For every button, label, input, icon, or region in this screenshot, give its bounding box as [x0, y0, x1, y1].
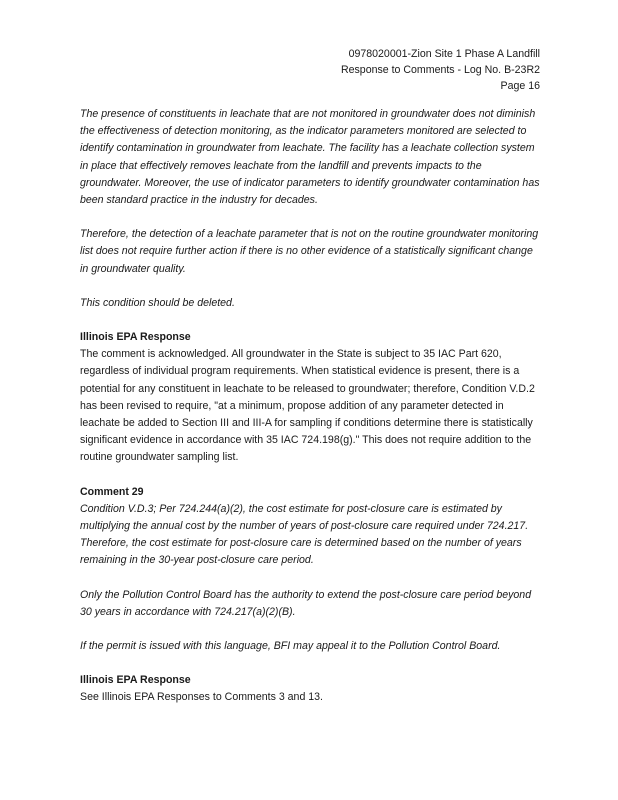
paragraph-pollution-control-board: Only the Pollution Control Board has the authority to extend the post-closure care period beyond 30 years in accordance with 724.217(a)(2)(B). — [80, 588, 532, 618]
paragraph-condition-deleted: This condition should be deleted. — [80, 296, 235, 309]
epa-response-section-2 — [80, 672, 542, 706]
page-header — [341, 46, 540, 94]
paragraph-detection-leachate-parameter: Therefore, the detection of a leachate parameter that is not on the routine groundwater monitoring list does not require further action if there is no other evidence of a statistically significant change in groundwater quality. — [80, 228, 539, 275]
header-page-number: Page 16 — [500, 80, 540, 92]
epa-response-heading-2: Illinois EPA Response — [80, 674, 191, 687]
paragraph-leachate-constituents: The presence of constituents in leachate that are not monitored in groundwater does not diminish the effectiveness of detection monitoring, as the indicator parameters monitored are selected to identify contamination in groundwater from leachate. The facility has a leachate collection system in place that effectively removes leachate from the landfill and prevents impacts to the groundwater. Moreover, the use of indicator parameters to identify groundwater contamination has been standard practice in the industry for decades. — [80, 108, 540, 207]
page-body — [80, 106, 542, 724]
comment-29-heading: Comment 29 — [80, 485, 144, 498]
epa-response-text-2: See Illinois EPA Responses to Comments 3 and 13. — [80, 691, 324, 704]
paragraph-bfi-appeal: If the permit is issued with this language, BFI may appeal it to the Pollution Control Board. — [80, 640, 501, 653]
epa-response-section-1 — [80, 329, 542, 467]
header-site-line: 0978020001-Zion Site 1 Phase A Landfill — [348, 48, 540, 60]
comment-29-text: Condition V.D.3; Per 724.244(a)(2), the cost estimate for post-closure care is estimated by multiplying the annual cost by the number of years of post-closure care required under 724.217. Therefore, the cost estimate for post-closure care is determined based on the number of years remaining in the 30-year post-closure care period. — [80, 502, 529, 567]
epa-response-heading-1: Illinois EPA Response — [80, 331, 191, 344]
header-log-line: Response to Comments - Log No. B-23R2 — [340, 64, 540, 76]
comment-29-section — [80, 484, 542, 570]
epa-response-text-1: The comment is acknowledged. All groundwater in the State is subject to 35 IAC Part 620, regardless of individual program requirements. When statistical evidence is present, there is a potential for any constituent in leachate to be released to groundwater; therefore, Condition V.D.2 has been revised to require, "at a minimum, propose addition of any parameter detected in leachate be added to Section III and III-A for sampling if conditions determine there is statistically significant evidence in accordance with 35 IAC 724.198(g)." This does not require addition to the routine groundwater sampling list. — [80, 348, 535, 464]
